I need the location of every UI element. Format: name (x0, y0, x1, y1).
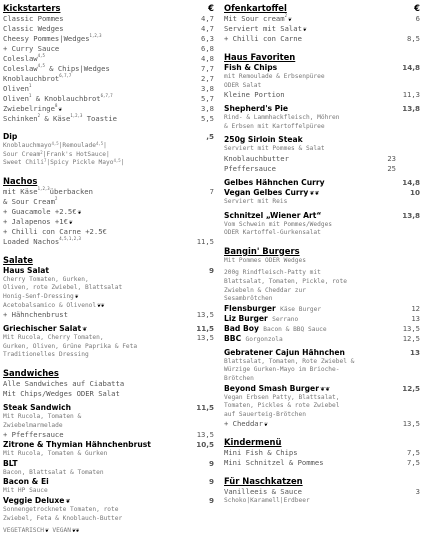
item-description: Vom Schwein mit Pommes/Wedges (224, 220, 333, 228)
item-description: Zwiebel, Feta & Knoblauch-Butter (3, 514, 123, 522)
section-ofenkartoffel: Ofenkartoffel € (224, 3, 420, 13)
vegan-leaf-icon: ❦❦ (71, 527, 80, 535)
menu-line: & Sour Cream$^2$ (3, 195, 58, 206)
currency-label: € (208, 3, 214, 13)
section-salate: Salate (3, 254, 33, 265)
vegan-leaf-icon: ❦ (77, 208, 82, 216)
item-description: Serviert mit Pommes & Salat (224, 145, 325, 153)
menu-item-name: Haus Salat 9 (3, 265, 214, 275)
section-nachos: Nachos (3, 175, 38, 186)
section-kindermenu: Kindermenü (224, 437, 282, 448)
item-description: Acetobalsamico & Olivenol❦❦ (3, 301, 105, 309)
item-description: 200g Rindfleisch-Patty mit (224, 269, 321, 277)
menu-item-name: Veggie Deluxe❦ 9 (3, 495, 214, 505)
section-sandwiches: Sandwiches (3, 367, 59, 378)
menu-item-name: Steak Sandwich 11,5 (3, 402, 214, 412)
item-description: ODER Salat (224, 81, 262, 89)
menu-item-name: Vegan Gelbes Curry❦❦ 10 (224, 187, 420, 197)
menu-item: Oliven$^1$ & Knoblauchbrot$^{6,7,7}$ 5,7 (3, 93, 214, 103)
menu-item: Oliven$^1$ 3,8 (3, 83, 214, 93)
item-description: mit Remoulade & Erbsenpüree (224, 73, 325, 80)
menu-line: Alle Sandwiches auf Ciabatta (3, 378, 125, 388)
menu-line: mit Käse$^{1,2,3}$überbacken 7 (3, 185, 214, 196)
menu-item-name: Gebratener Cajun Hähnchen 13 (224, 347, 420, 357)
right-column (224, 3, 420, 506)
item-description: Sesambrötchen (224, 295, 273, 303)
menu-line: Mit Chips/Wedges ODER Salat (3, 388, 120, 398)
vegetarian-icon: ❦ (82, 326, 88, 334)
item-description: Traditionelles Dressing (3, 351, 89, 359)
section-naschkatzen: Für Naschkatzen (224, 476, 303, 487)
menu-item: Classic Pommes 4,7 (3, 14, 214, 23)
burger-item: Liz Burger Serrano 13 (224, 313, 420, 323)
menu-item-name: Gelbes Hähnchen Curry 14,8 (224, 177, 420, 187)
item-description: Tomaten, Pickles & rote Zwiebel (224, 402, 340, 410)
menu-line: + Guacamole +2.5€❦ (3, 206, 82, 216)
menu-line: Mini Schnitzel & Pommes 7,5 (224, 458, 420, 468)
menu-item: + Curry Sauce 6,8 (3, 44, 214, 53)
item-description: Mit Rucola, Tomaten & Gurken (3, 450, 108, 458)
menu-line: Loaded Nachos$^{4,5,1,2,3}$ 11,5 (3, 235, 214, 246)
item-description: Honig-Senf-Dressing❦ (3, 292, 79, 300)
item-description: Schoko|Karamell|Erdbeer (224, 497, 310, 505)
section-kickstarters (3, 3, 214, 14)
menu-line: + Chilli con Carne 8,5 (224, 34, 420, 43)
vegetarian-icon: ❦ (263, 421, 268, 429)
vegetarian-icon: ❦ (65, 497, 71, 505)
dip-item: Dip ,5 (3, 132, 214, 141)
item-description: Cherry Tomaten, Gurken, (3, 275, 89, 283)
item-description: Gurken, Oliven, Grüne Paprika & Feta (3, 342, 138, 350)
dip-line: Sweet Chili$^7$|Spicy Pickle Mayo$^{4,5}$| (3, 158, 125, 167)
item-description: ODER Kartoffel-Gurkensalat (224, 229, 321, 237)
item-description: Blattsalat, Tomaten, Rote Zwiebel & (224, 357, 355, 365)
item-description: Zwiebeln & Cheddar zur (224, 286, 306, 294)
vegan-leaf-icon: ❦ (68, 218, 73, 226)
item-description: auf Sauerteig-Brötchen (224, 410, 306, 418)
vegan-leaf-icon: ❦ (58, 106, 62, 113)
menu-item: Cheesy Pommes|Wedges$^{1,2,3}$ 6,3 (3, 33, 214, 43)
menu-item-name: Shepherd's Pie 13,8 (224, 104, 420, 114)
menu-line: + Cheddar❦ 13,5 (224, 419, 420, 429)
menu-line: + Hähnchenbrust 13,5 (3, 310, 214, 320)
item-description: Sonnengetrocknete Tomaten, rote (3, 505, 119, 513)
dip-line: Sour Cream$^2$|Frank's HotSauce| (3, 149, 110, 158)
burger-item: Flensburger Käse Burger 12 (224, 303, 420, 313)
menu-item: Zwiebelringe$^8$❦ 3,8 (3, 103, 214, 113)
menu-item-name: Beyond Smash Burger❦❦ 12,5 (224, 383, 420, 393)
menu-item-name: Griechischer Salat❦ 11,5 (3, 324, 214, 334)
menu-item-name: BLT 9 (3, 458, 214, 468)
menu-line: + Pfeffersauce 13,5 (3, 430, 214, 440)
menu-item-name: Fish & Chips 14,8 (224, 63, 420, 72)
menu-line: Mini Fish & Chips 7,5 (224, 448, 420, 458)
section-burgers: Bangin' Burgers (224, 245, 300, 256)
item-description: Bacon, Blattsalat & Tomaten (3, 468, 104, 476)
menu-item-name: Schnitzel „Wiener Art“ 13,8 (224, 210, 420, 220)
section-title: Kickstarters (3, 3, 61, 13)
menu-item-name: Zitrone & Thymian Hähnchenbrust 10,5 (3, 440, 214, 450)
legend: VEGETARISCH❦ VEGAN❦❦ (3, 527, 80, 535)
menu-line: + Chilli con Carne +2.5€ (3, 226, 107, 236)
item-description: Mit Rucola, Tomaten & (3, 412, 82, 420)
burger-item: Bad Boy Bacon & BBQ Sauce 13,5 (224, 323, 420, 333)
menu-line: Mit Sour cream$^2$❦ 6 (224, 13, 420, 23)
item-description: Blattsalat, Tomaten, Pickle, rote (224, 277, 347, 285)
menu-line: Serviert mit Salat❦ (224, 24, 307, 33)
item-description: Vegan Erbsen Patty, Blattsalat, (224, 393, 340, 401)
vegan-leaf-icon: ❦❦ (309, 189, 320, 197)
menu-item-name: 250g Sirloin Steak (224, 135, 303, 145)
menu-item-name: Bacon & Ei 9 (3, 477, 214, 487)
vegetarian-icon: ❦ (288, 16, 292, 23)
item-description: Mit Pommes ODER Wedges (224, 256, 306, 264)
menu-item: Classic Wedges 4,7 (3, 24, 214, 33)
vegetarian-icon: ❦ (44, 527, 49, 535)
item-description: Brötchen (224, 374, 254, 382)
menu-line: Vanilleeis & Sauce 3 (224, 487, 420, 497)
burger-item: BBC Gorgonzola 12,5 (224, 333, 420, 343)
item-description: Würzige Gurken-Mayo im Brioche- (224, 366, 340, 374)
menu-line: + Jalapenos +1€❦ (3, 216, 73, 226)
item-description: Mit Rucola, Cherry Tomaten, 13,5 (3, 333, 214, 343)
menu-item: Coleslaw$^{4,5}$ & Chips|Wedges 7,7 (3, 63, 214, 73)
menu-item: Coleslaw$^{4,5}$ 4,8 (3, 53, 214, 63)
item-description: Serviert mit Reis (224, 197, 288, 205)
menu-line: Knoblauchbutter 23 (224, 153, 396, 163)
dip-line: Knoblauchmayo$^{4,5}$|Remoulade$^{4,5}$| (3, 141, 107, 149)
menu-item: Knoblauchbrot$^{6,7,7}$ 2,7 (3, 73, 214, 83)
menu-item: Schinken$^2$ & Käse$^{1,2,3}$ Toastie 5,5 (3, 113, 214, 123)
vegan-leaf-icon: ❦❦ (319, 385, 330, 393)
vegan-leaf-icon: ❦ (302, 26, 307, 33)
item-description: Mit HP Sauce (3, 487, 48, 495)
vegan-leaf-icon: ❦ (74, 292, 79, 300)
vegan-leaf-icon: ❦❦ (97, 301, 105, 309)
menu-line: Pfeffersauce 25 (224, 163, 396, 173)
left-column (3, 3, 214, 536)
section-haus-favoriten: Haus Favoriten (224, 52, 296, 62)
item-description: Rind- & Lammhackfleisch, Möhren (224, 114, 340, 122)
menu-line: Kleine Portion 11,3 (224, 90, 420, 100)
item-description: Oliven, rote Zwiebel, Blattsalat (3, 284, 123, 292)
item-description: & Erbsen mit Kartoffelpüree (224, 122, 325, 130)
item-description: Zwiebelmarmelade (3, 421, 63, 429)
